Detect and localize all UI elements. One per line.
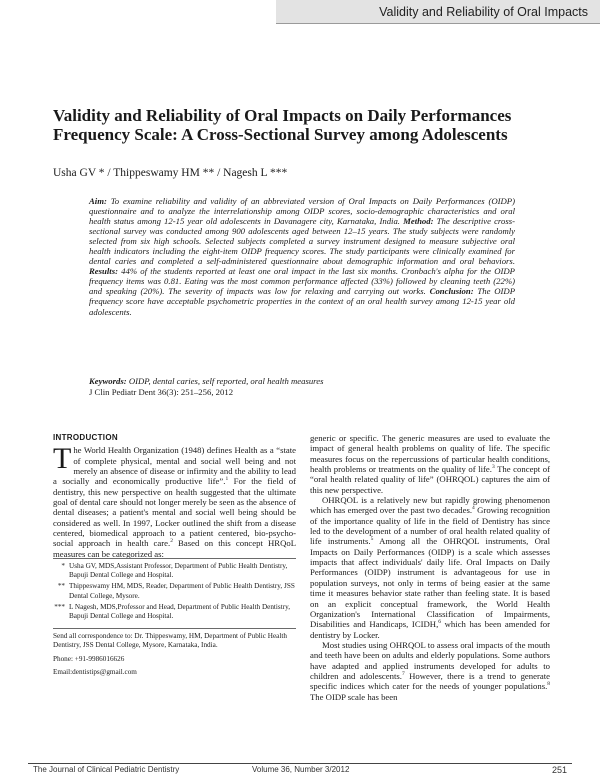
correspondence-address: Send all correspondence to: Dr. Thippeswamy, HM, Department of Public Health Dentistry, JSS Dental College, Mysore, Karnataka, India. (53, 632, 287, 650)
correspondence-phone: Phone: +91-9986016626 (53, 654, 125, 663)
author-footnotes (53, 562, 296, 623)
left-column (53, 433, 296, 559)
ref-marker: 4 (472, 505, 475, 512)
footnote-item (53, 582, 296, 600)
footnote-text: Thippeswamy HM, MDS, Reader, Department of Public Health Dentistry, JSS Dental College, Mysore. (69, 582, 295, 600)
ref-marker: 8 (547, 681, 550, 688)
abstract-conclusion-label: Conclusion: (429, 286, 474, 297)
intro-text-3: Based on this concept HRQoL measures can be categorized as: (53, 538, 296, 559)
abstract-aim-label: Aim: (89, 196, 107, 206)
footnote-divider (53, 558, 296, 559)
footnote-mark: *** (54, 602, 65, 611)
right-text: Most studies using OHRQOL to assess oral impacts of the mouth and teeth have been on adults and elderly populations. Some authors have adapted and applied instruments developed for adults to children and adolescents. (310, 639, 550, 681)
ref-marker: 5 (370, 536, 374, 543)
right-text: Growing recognition of the importance quality of life in the field of Dentistry has since led to the development of a number of oral health related quality of life instruments. (310, 505, 550, 547)
right-text: However, there is a trend to generate specific indices which cater for the needs of younger populations. (310, 670, 550, 692)
keywords-text: OIDP, dental caries, self reported, oral health measures (128, 376, 324, 386)
footnote-text: Usha GV, MDS,Assistant Professor, Department of Public Health Dentistry, Bapuji Dental College and Hospital. (69, 562, 288, 580)
intro-text-1: he World Health Organization (1948) defines Health as a “state of complete physical, mental and social well being and not merely an absence of disease or infirmity and the ability to lead a socially and economically productive life”. (53, 445, 296, 487)
article-title: Validity and Reliability of Oral Impacts on Daily Performances Frequency Scale: A Cross-Sectional Survey among Adolescents (53, 106, 512, 144)
section-heading-introduction: INTRODUCTION (53, 433, 118, 442)
right-text: generic or specific. The generic measures are used to evaluate the impact of general health problems on quality of life. The specific measures focus on the repercussions of particular health conditions, health problems or treatments on the quality of life. (310, 433, 550, 475)
abstract-results-text: 44% of the students reported at least one oral impact in the last six months. Cronbach's alpha for the OIDP frequency items was 0.81. Eating was the most common performance affected (33%) followed by cleaning teeth (22%) and speaking (20%). The severity of impacts was low for relaxing and carrying out works. (89, 266, 515, 297)
running-head-text: Validity and Reliability of Oral Impacts (379, 4, 588, 19)
running-head (276, 0, 600, 24)
ref-marker: 3 (491, 464, 495, 471)
footer-volume: Volume 36, Number 3/2012 (252, 765, 350, 774)
page-number: 251 (551, 765, 567, 775)
citation: J Clin Pediatr Dent 36(3): 251–256, 2012 (89, 387, 234, 397)
ref-marker: 2 (170, 538, 173, 545)
right-text: Among all the OHRQOL instruments, Oral Impacts on Daily Performances (OIDP) is a scale which assesses impacts that affect individuals' daily life. Oral Impacts on Daily Performances (OIDP) instrument is advantageous for use in population surveys, not only in terms of being easier at the same time it measures behavior state rather than feeling state. It is based on an explicit conceptual framework, the World Health Organization's International Classification of Impairments, Disabilities and Handicaps, ICIDH, (310, 536, 550, 630)
right-paragraph-1 (310, 433, 550, 495)
ref-marker: 7 (401, 671, 405, 678)
keywords (89, 376, 515, 386)
footnote-item (53, 562, 296, 580)
ref-marker: 6 (438, 619, 441, 626)
abstract-method-text: The descriptive cross-sectional survey was conducted among 900 adolescents aged between 12–15 years. The study subjects were randomly selected from six high schools. Selected subjects completed a survey instrument designed to measure subjective oral health indicators including the eight-item OIDP frequency scores. The study participants were clinically examined for dental caries and completed a self-administered questionnaire about demographic information and oral behaviors. (89, 216, 515, 267)
ref-marker: 1 (225, 476, 229, 483)
footnote-item (53, 603, 296, 621)
footnote-mark: * (61, 562, 65, 570)
right-paragraph-3 (310, 640, 550, 702)
correspondence-block (53, 632, 296, 682)
page-footer (28, 765, 572, 776)
abstract-aim-text: To examine reliability and validity of an abbreviated version of Oral Impacts on Daily Performances (OIDP) questionnaire and to analyze the interrelationship among OIDP scores, socio-demographic characteristics and oral health status among 12-15 year old adolescents in Davanagere city, Karnataka, India. (89, 196, 516, 227)
footer-journal: The Journal of Clinical Pediatric Dentistry (33, 765, 180, 774)
footnote-text: L Nagesh, MDS,Professor and Head, Department of Public Health Dentistry, Bapuji Dental College and Hospital. (69, 602, 291, 621)
footer-divider (28, 763, 572, 764)
intro-text-2: For the field of dentistry, this new perspective on health suggested that the ultimate goal of dental care should not longer merely be seen as the absence of dental diseases; a patient's mental and social well being should be considered as well. In 1997, Locker outlined the shift from a disease centered, biomedical approach to a patient centered, bio-psycho-social approach in health care. (53, 476, 296, 549)
correspondence-email[interactable]: Email:dentistips@gmail.com (53, 668, 137, 677)
right-text: The OIDP scale has been (310, 691, 398, 702)
abstract-method-label: Method: (403, 216, 434, 227)
right-column (310, 433, 550, 702)
abstract-results-label: Results: (89, 266, 118, 277)
right-text: which has been amended for dentistry by Locker. (310, 619, 550, 640)
footnote-mark: ** (57, 582, 65, 591)
abstract (89, 196, 515, 317)
intro-paragraph (53, 442, 296, 559)
correspondence-divider (53, 628, 296, 629)
keywords-label: Keywords: (89, 376, 127, 386)
author-list: Usha GV * / Thippeswamy HM ** / Nagesh L *** (53, 167, 288, 179)
abstract-conclusion-text: The OIDP frequency score have acceptable psychometric properties in the context of an oral health survey among 12-15 year old adolescents. (89, 286, 516, 317)
right-text: OHRQOL is a relatively new but rapidly growing phenomenon which has emerged over the past two decades. (310, 495, 550, 516)
drop-cap: T (53, 442, 72, 476)
right-paragraph-2 (310, 495, 550, 640)
right-text: The concept of “oral health related quality of life” (OHRQOL) captures the aim of this new perspective. (310, 464, 550, 495)
